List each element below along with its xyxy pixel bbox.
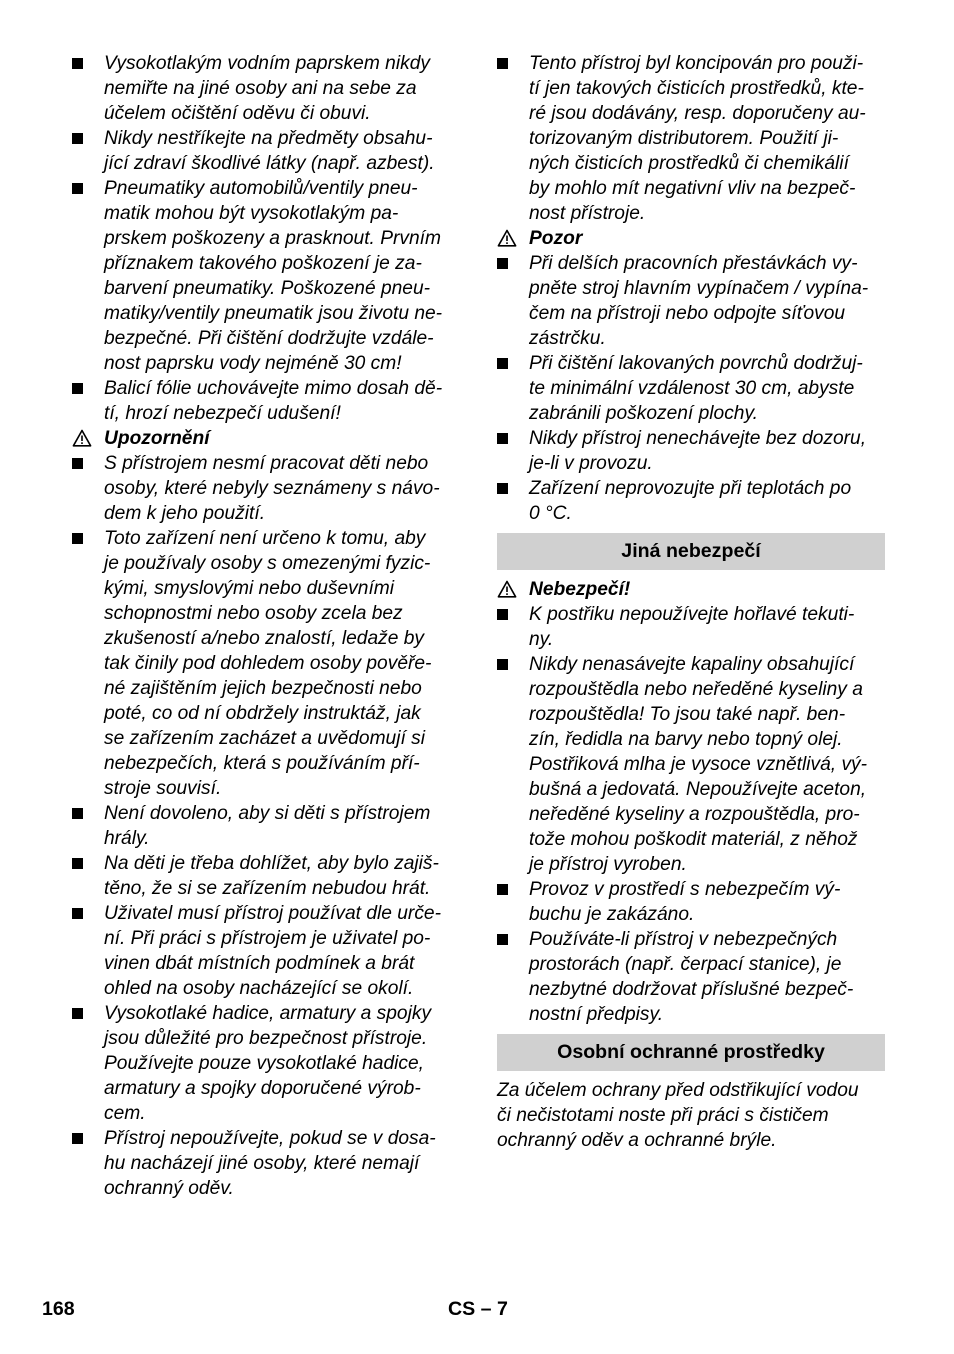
text-line: nost paprsku vody nejméně 30 cm! xyxy=(104,353,402,374)
text-line: bezpečné. Při čištění dodržujte vzdále- xyxy=(104,328,434,349)
list-item xyxy=(72,176,464,376)
square-bullet-icon xyxy=(497,358,508,369)
text-line: nost přístroje. xyxy=(529,203,646,224)
text-line: zín, ředidla na barvy nebo topný olej. xyxy=(529,729,843,750)
list-item xyxy=(72,851,464,901)
warning-heading xyxy=(72,426,464,451)
text-line: 0 °C. xyxy=(529,503,572,524)
text-line: Balicí fólie uchovávejte mimo dosah dě- xyxy=(104,378,443,399)
text-line: osoby, které nebyly seznámeny s návo- xyxy=(104,478,440,499)
square-bullet-icon xyxy=(72,58,83,69)
list-item xyxy=(497,652,885,877)
square-bullet-icon xyxy=(72,458,83,469)
text-line: ných čisticích prostředků či chemikálií xyxy=(529,153,849,174)
text-line: Přístroj nepoužívejte, pokud se v dosa- xyxy=(104,1128,436,1149)
text-line: zástrčku. xyxy=(529,328,606,349)
page-label: CS – 7 xyxy=(448,1298,508,1320)
text-line: matiky/ventily pneumatik jsou životu ne- xyxy=(104,303,443,324)
text-line: Při delších pracovních přestávkách vy- xyxy=(529,253,858,274)
text-line: se zařízením zacházet a uvědomují si xyxy=(104,728,426,749)
list-item xyxy=(497,877,885,927)
square-bullet-icon xyxy=(72,1008,83,1019)
list-item xyxy=(497,351,885,426)
text-line: ochranný oděv a ochranné brýle. xyxy=(497,1130,777,1151)
text-line: barvení pneumatiky. Poškozené pneu- xyxy=(104,278,431,299)
caution-label: Pozor xyxy=(529,228,583,249)
list-item xyxy=(497,927,885,1027)
text-line: prskem poškozeny a prasknout. Prvním xyxy=(104,228,441,249)
left-block2 xyxy=(72,451,464,1201)
square-bullet-icon xyxy=(72,808,83,819)
square-bullet-icon xyxy=(72,383,83,394)
text-line: zkušeností a/nebo znalostí, ledaže by xyxy=(104,628,424,649)
text-line: Není dovoleno, aby si děti s přístrojem xyxy=(104,803,431,824)
square-bullet-icon xyxy=(72,183,83,194)
text-line: Uživatel musí přístroj používat dle urče- xyxy=(104,903,441,924)
list-item xyxy=(497,426,885,476)
text-line: dem k jeho použití. xyxy=(104,503,266,524)
square-bullet-icon xyxy=(497,659,508,670)
danger-heading xyxy=(497,577,885,602)
section-heading-other-hazards: Jiná nebezpečí xyxy=(497,533,885,570)
closing-paragraph xyxy=(497,1078,885,1153)
text-line: K postřiku nepoužívejte hořlavé tekuti- xyxy=(529,604,855,625)
text-line: bušná a jedovatá. Nepoužívejte aceton, xyxy=(529,779,867,800)
text-line: Za účelem ochrany před odstřikující vodou xyxy=(497,1080,859,1101)
text-line: Používáte-li přístroj v nebezpečných xyxy=(529,929,838,950)
text-line: hrály. xyxy=(104,828,150,849)
text-line: poté, co od ní obdržely instruktáž, jak xyxy=(104,703,421,724)
text-line: rozpouštědla nebo neředěné kyseliny a xyxy=(529,679,863,700)
list-item xyxy=(497,251,885,351)
text-line: nebezpečích, která s používáním pří- xyxy=(104,753,420,774)
text-line: ré jsou dodávány, resp. doporučeny au- xyxy=(529,103,866,124)
text-line: rozpouštědla! To jsou také např. ben- xyxy=(529,704,846,725)
square-bullet-icon xyxy=(497,609,508,620)
text-line: těno, že si se zařízením nebudou hrát. xyxy=(104,878,431,899)
text-line: příznakem takového poškození je za- xyxy=(104,253,422,274)
text-line: Nikdy nestříkejte na předměty obsahu- xyxy=(104,128,433,149)
text-line: je-li v provozu. xyxy=(529,453,653,474)
warning-icon xyxy=(497,229,517,247)
list-item xyxy=(72,1126,464,1201)
text-line: nezbytné dodržovat příslušné bezpeč- xyxy=(529,979,854,1000)
text-line: jící zdraví škodlivé látky (např. azbest). xyxy=(104,153,435,174)
right-block1 xyxy=(497,51,885,226)
text-line: armatury a spojky doporučené výrob- xyxy=(104,1078,421,1099)
square-bullet-icon xyxy=(497,483,508,494)
list-item xyxy=(72,901,464,1001)
text-line: prostorách (např. čerpací stanice), je xyxy=(529,954,842,975)
text-line: je používaly osoby s omezenými fyzic- xyxy=(104,553,431,574)
warning-icon xyxy=(497,580,517,598)
right-block3 xyxy=(497,602,885,1027)
text-line: Nikdy přístroj nenechávejte bez dozoru, xyxy=(529,428,867,449)
list-item xyxy=(72,51,464,126)
list-item xyxy=(72,526,464,801)
text-line: zabránili poškození plochy. xyxy=(529,403,758,424)
text-line: Na děti je třeba dohlížet, aby bylo zajiš- xyxy=(104,853,439,874)
square-bullet-icon xyxy=(497,58,508,69)
list-item xyxy=(497,476,885,526)
text-line: je přístroj vyroben. xyxy=(529,854,687,875)
text-line: jsou důležité pro bezpečnost přístroje. xyxy=(104,1028,428,1049)
left-block1 xyxy=(72,51,464,426)
text-line: schopnostmi nebo osoby zcela bez xyxy=(104,603,403,624)
text-line: Provoz v prostředí s nebezpečím vý- xyxy=(529,879,841,900)
text-line: te minimální vzdálenost 30 cm, abyste xyxy=(529,378,855,399)
square-bullet-icon xyxy=(72,133,83,144)
text-line: Používejte pouze vysokotlaké hadice, xyxy=(104,1053,424,1074)
text-line: né zajištěním jejich bezpečnosti nebo xyxy=(104,678,422,699)
warning-label: Upozornění xyxy=(104,428,210,449)
list-item xyxy=(72,1001,464,1126)
text-line: ohled na osoby nacházející se okolí. xyxy=(104,978,414,999)
text-line: kými, smyslovými nebo duševními xyxy=(104,578,395,599)
list-item xyxy=(72,801,464,851)
text-line: by mohlo mít negativní vliv na bezpeč- xyxy=(529,178,856,199)
text-line: matik mohou být vysokotlakým pa- xyxy=(104,203,399,224)
text-line: tí jen takových čisticích prostředků, kte- xyxy=(529,78,864,99)
text-line: Tento přístroj byl koncipován pro použi- xyxy=(529,53,864,74)
text-line: účelem očištění oděvu či obuvi. xyxy=(104,103,371,124)
square-bullet-icon xyxy=(72,908,83,919)
list-item xyxy=(497,51,885,226)
list-item xyxy=(72,126,464,176)
danger-label: Nebezpečí! xyxy=(529,579,631,600)
text-line: hu nacházejí jiné osoby, které nemají xyxy=(104,1153,420,1174)
text-line: neředěné kyseliny a rozpouštědla, pro- xyxy=(529,804,860,825)
text-line: čem na přístroji nebo odpojte síťovou xyxy=(529,303,846,324)
text-line: ochranný oděv. xyxy=(104,1178,234,1199)
text-line: ny. xyxy=(529,629,554,650)
text-line: tak činily pod dohledem osoby pověře- xyxy=(104,653,432,674)
text-line: Pneumatiky automobilů/ventily pneu- xyxy=(104,178,418,199)
page-number: 168 xyxy=(42,1298,75,1320)
right-column xyxy=(497,51,885,1153)
text-line: Nikdy nenasávejte kapaliny obsahující xyxy=(529,654,855,675)
square-bullet-icon xyxy=(497,884,508,895)
section-heading-protective-equipment: Osobní ochranné prostředky xyxy=(497,1034,885,1071)
text-line: pněte stroj hlavním vypínačem / vypína- xyxy=(529,278,869,299)
text-line: nemiřte na jiné osoby ani na sebe za xyxy=(104,78,417,99)
text-line: ní. Při práci s přístrojem je uživatel po- xyxy=(104,928,431,949)
text-line: Vysokotlaké hadice, armatury a spojky xyxy=(104,1003,432,1024)
list-item xyxy=(497,602,885,652)
list-item xyxy=(72,451,464,526)
text-line: S přístrojem nesmí pracovat děti nebo xyxy=(104,453,429,474)
text-line: tože mohou poškodit materiál, z něhož xyxy=(529,829,858,850)
text-line: buchu je zakázáno. xyxy=(529,904,695,925)
square-bullet-icon xyxy=(497,934,508,945)
text-line: Vysokotlakým vodním paprskem nikdy xyxy=(104,53,430,74)
text-line: či nečistotami noste při práci s čističem xyxy=(497,1105,829,1126)
text-line: tí, hrozí nebezpečí udušení! xyxy=(104,403,341,424)
square-bullet-icon xyxy=(497,433,508,444)
text-line: cem. xyxy=(104,1103,146,1124)
warning-icon xyxy=(72,429,92,447)
text-line: torizovaným distributorem. Použití ji- xyxy=(529,128,839,149)
right-block2 xyxy=(497,251,885,526)
text-line: nostní předpisy. xyxy=(529,1004,664,1025)
square-bullet-icon xyxy=(497,258,508,269)
list-item xyxy=(72,376,464,426)
square-bullet-icon xyxy=(72,533,83,544)
text-line: stroje souvisí. xyxy=(104,778,222,799)
text-line: Toto zařízení není určeno k tomu, aby xyxy=(104,528,426,549)
text-line: Při čištění lakovaných povrchů dodržuj- xyxy=(529,353,863,374)
left-column xyxy=(72,51,464,1201)
text-line: vinen dbát místních podmínek a brát xyxy=(104,953,415,974)
square-bullet-icon xyxy=(72,1133,83,1144)
caution-heading xyxy=(497,226,885,251)
square-bullet-icon xyxy=(72,858,83,869)
text-line: Zařízení neprovozujte při teplotách po xyxy=(529,478,852,499)
text-line: Postřiková mlha je vysoce vznětlivá, vý- xyxy=(529,754,868,775)
